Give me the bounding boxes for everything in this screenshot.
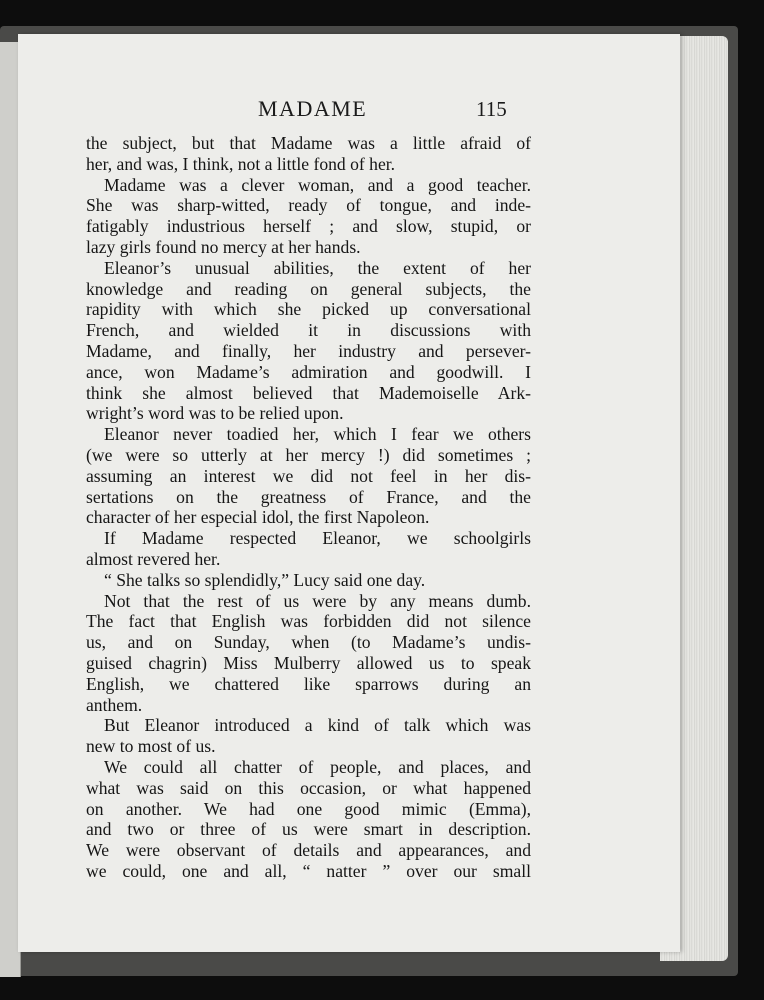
book-page	[18, 34, 680, 952]
text-line: If Madame respected Eleanor, we schoolgirls	[104, 528, 531, 549]
text-line: think she almost believed that Mademoiselle Ark-	[86, 382, 531, 403]
text-line: Madame, and finally, her industry and persever-	[86, 340, 531, 361]
text-line: the subject, but that Madame was a little afraid of	[86, 133, 531, 153]
text-line: But Eleanor introduced a kind of talk which was	[104, 715, 531, 736]
text-line: fatigably industrious herself ; and slow, stupid, or	[86, 216, 531, 237]
text-line: anthem.	[86, 694, 143, 715]
text-line: French, and wielded it in discussions with	[86, 320, 531, 341]
text-line: new to most of us.	[86, 736, 216, 757]
text-line: and two or three of us were smart in description.	[86, 819, 531, 840]
text-line: what was said on this occasion, or what happened	[86, 777, 531, 798]
running-title: MADAME	[258, 96, 368, 121]
text-line: wright’s word was to be relied upon.	[86, 403, 344, 424]
text-line: Not that the rest of us were by any means dumb.	[104, 590, 531, 611]
text-line: almost revered her.	[86, 548, 221, 569]
text-line: assuming an interest we did not feel in her dis-	[86, 465, 531, 486]
text-line: (we were so utterly at her mercy !) did sometimes ;	[86, 444, 531, 465]
text-line: ance, won Madame’s admiration and goodwill. I	[86, 361, 531, 382]
text-line: We were observant of details and appearances, and	[86, 840, 531, 861]
page-number: 115	[476, 97, 507, 121]
text-line: We could all chatter of people, and places, and	[104, 756, 531, 777]
text-line: we could, one and all, “ natter ” over our small	[86, 860, 531, 881]
text-line: She was sharp-witted, ready of tongue, and inde-	[86, 195, 531, 216]
text-line: Eleanor never toadied her, which I fear we others	[104, 424, 531, 445]
text-line: sertations on the greatness of France, and the	[86, 486, 531, 507]
text-line: English, we chattered like sparrows during an	[86, 673, 531, 694]
text-line: character of her especial idol, the first Napoleon.	[86, 507, 430, 528]
text-line: knowledge and reading on general subjects, the	[86, 278, 531, 299]
text-line: rapidity with which she picked up conversational	[86, 299, 531, 320]
text-line: Madame was a clever woman, and a good teacher.	[104, 174, 531, 195]
text-line: The fact that English was forbidden did not silence	[86, 611, 531, 632]
body-text	[86, 133, 531, 882]
text-line: on another. We had one good mimic (Emma),	[86, 798, 531, 819]
text-line: lazy girls found no mercy at her hands.	[86, 236, 361, 257]
text-line: us, and on Sunday, when (to Madame’s undis-	[86, 632, 531, 653]
text-line: guised chagrin) Miss Mulberry allowed us to speak	[86, 652, 531, 673]
page-header	[18, 96, 680, 126]
text-line: “ She talks so splendidly,” Lucy said one day.	[104, 569, 426, 590]
text-line: her, and was, I think, not a little fond of her.	[86, 153, 396, 174]
text-line: Eleanor’s unusual abilities, the extent of her	[104, 257, 531, 278]
